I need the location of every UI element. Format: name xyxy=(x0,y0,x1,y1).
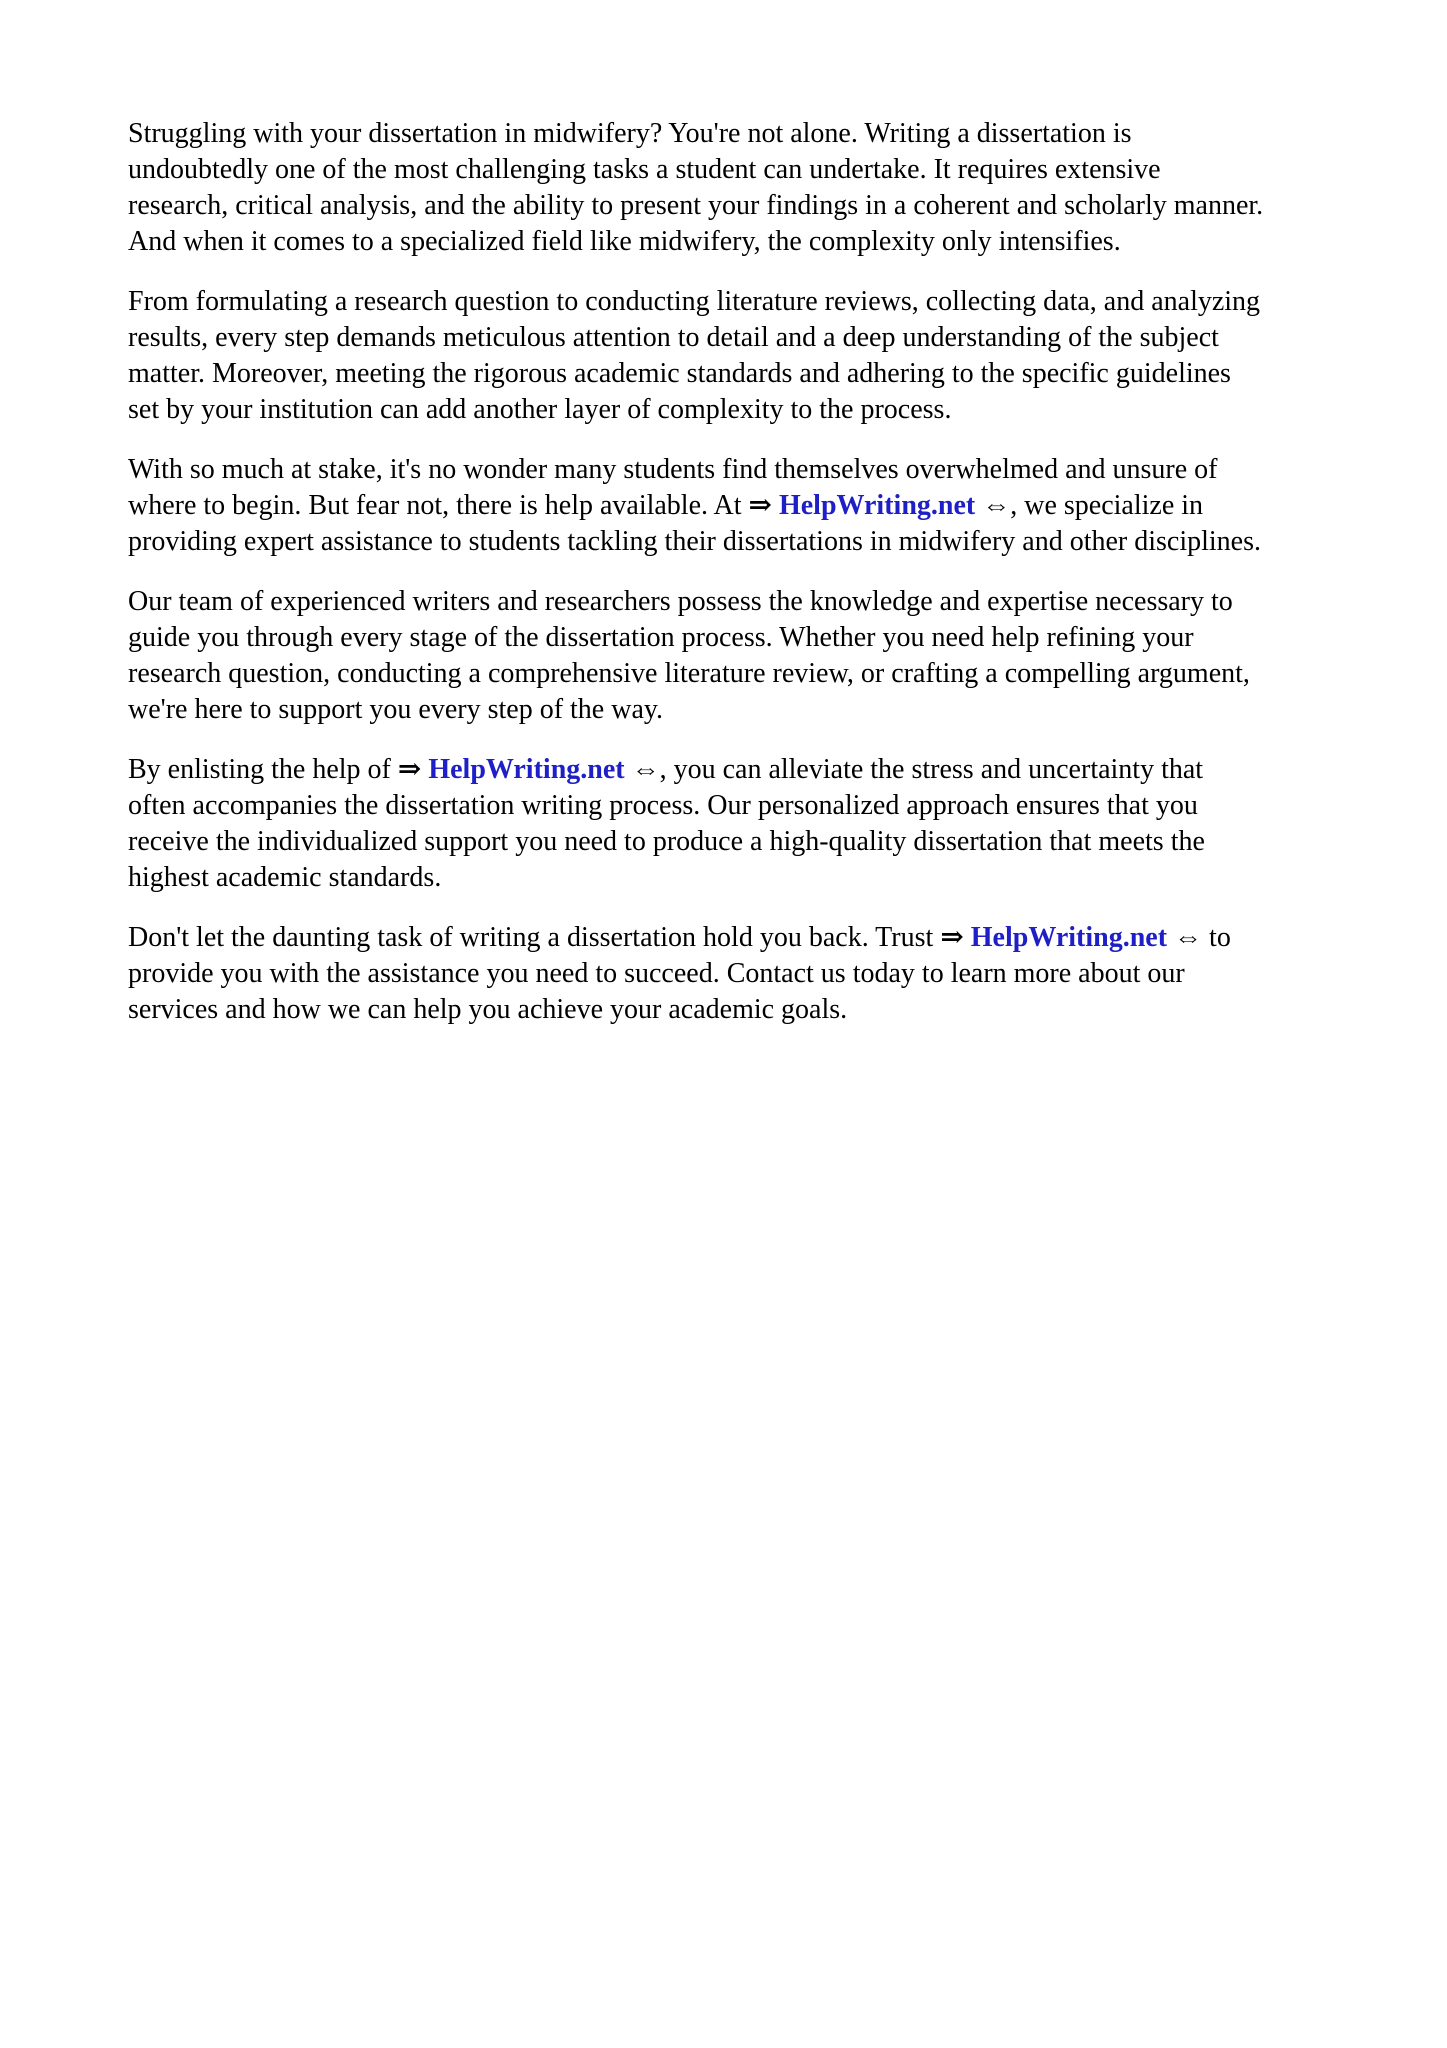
text-run: By enlisting the help of xyxy=(128,754,398,785)
text-line xyxy=(128,224,1407,260)
text-line xyxy=(128,188,1407,224)
double-arrow-leftright-icon: ⇔ xyxy=(1174,922,1203,953)
text-run: , you can alleviate the stress and uncertainty that xyxy=(659,754,1204,785)
paragraph xyxy=(128,284,1407,428)
text-run: Our team of experienced writers and researchers possess the knowledge and expertise necessary to xyxy=(128,586,1233,617)
text-line xyxy=(128,824,1407,860)
paragraph xyxy=(128,584,1407,728)
text-line xyxy=(128,992,1407,1028)
text-run: Don't let the daunting task of writing a dissertation hold you back. Trust xyxy=(128,922,941,953)
text-run: to xyxy=(1202,922,1231,953)
text-run: undoubtedly one of the most challenging tasks a student can undertake. It requires extensive xyxy=(128,154,1161,185)
text-run: With so much at stake, it's no wonder many students find themselves overwhelmed and unsure of xyxy=(128,454,1218,485)
double-arrow-leftright-icon: ⇔ xyxy=(631,754,660,785)
text-run: results, every step demands meticulous attention to detail and a deep understanding of the subject xyxy=(128,322,1219,353)
text-line xyxy=(128,392,1407,428)
text-run: And when it comes to a specialized field like midwifery, the complexity only intensifies. xyxy=(128,226,1121,257)
text-run: guide you through every stage of the dissertation process. Whether you need help refining your xyxy=(128,622,1194,653)
text-run: provide you with the assistance you need to succeed. Contact us today to learn more about our xyxy=(128,958,1185,989)
text-run: highest academic standards. xyxy=(128,862,442,893)
text-run xyxy=(772,490,779,521)
paragraph xyxy=(128,116,1407,260)
paragraph xyxy=(128,920,1407,1028)
text-run: receive the individualized support you need to produce a high-quality dissertation that meets the xyxy=(128,826,1205,857)
text-line xyxy=(128,920,1407,956)
helpwriting-net-link[interactable]: HelpWriting.net xyxy=(970,922,1168,953)
text-line xyxy=(128,860,1407,896)
double-arrow-right-icon: ⇒ xyxy=(748,490,772,521)
helpwriting-net-link[interactable]: HelpWriting.net xyxy=(428,754,625,785)
text-line xyxy=(128,320,1407,356)
paragraph xyxy=(128,752,1407,896)
text-run: research question, conducting a comprehensive literature review, or crafting a compelling argument, xyxy=(128,658,1250,689)
text-run: often accompanies the dissertation writing process. Our personalized approach ensures that you xyxy=(128,790,1198,821)
text-run: we're here to support you every step of the way. xyxy=(128,694,664,725)
text-line xyxy=(128,524,1407,560)
text-run: research, critical analysis, and the ability to present your findings in a coherent and scholarly manner. xyxy=(128,190,1264,221)
text-line xyxy=(128,284,1407,320)
text-run: set by your institution can add another layer of complexity to the process. xyxy=(128,394,952,425)
double-arrow-right-icon: ⇒ xyxy=(940,922,964,953)
text-run: where to begin. But fear not, there is help available. At xyxy=(128,490,749,521)
text-line xyxy=(128,752,1407,788)
text-run: , we specialize in xyxy=(1010,490,1204,521)
text-run xyxy=(1167,922,1174,953)
text-run: providing expert assistance to students tackling their dissertations in midwifery and other disciplines. xyxy=(128,526,1261,557)
text-line xyxy=(128,620,1407,656)
text-line xyxy=(128,584,1407,620)
text-line xyxy=(128,452,1407,488)
double-arrow-right-icon: ⇒ xyxy=(397,754,422,785)
document-content xyxy=(128,116,1407,1052)
text-line xyxy=(128,692,1407,728)
text-line xyxy=(128,116,1407,152)
text-line xyxy=(128,152,1407,188)
text-line xyxy=(128,488,1407,524)
text-line xyxy=(128,356,1407,392)
text-line xyxy=(128,956,1407,992)
text-line xyxy=(128,788,1407,824)
text-run xyxy=(964,922,971,953)
text-run xyxy=(625,754,632,785)
helpwriting-net-link[interactable]: HelpWriting.net xyxy=(778,490,976,521)
text-run: From formulating a research question to conducting literature reviews, collecting data, and analyzing xyxy=(128,286,1261,317)
text-run: matter. Moreover, meeting the rigorous academic standards and adhering to the specific guidelines xyxy=(128,358,1231,389)
text-line xyxy=(128,656,1407,692)
double-arrow-leftright-icon: ⇔ xyxy=(982,490,1011,521)
paragraph xyxy=(128,452,1407,560)
text-run: services and how we can help you achieve your academic goals. xyxy=(128,994,848,1025)
text-run: Struggling with your dissertation in midwifery? You're not alone. Writing a dissertation is xyxy=(128,118,1132,149)
